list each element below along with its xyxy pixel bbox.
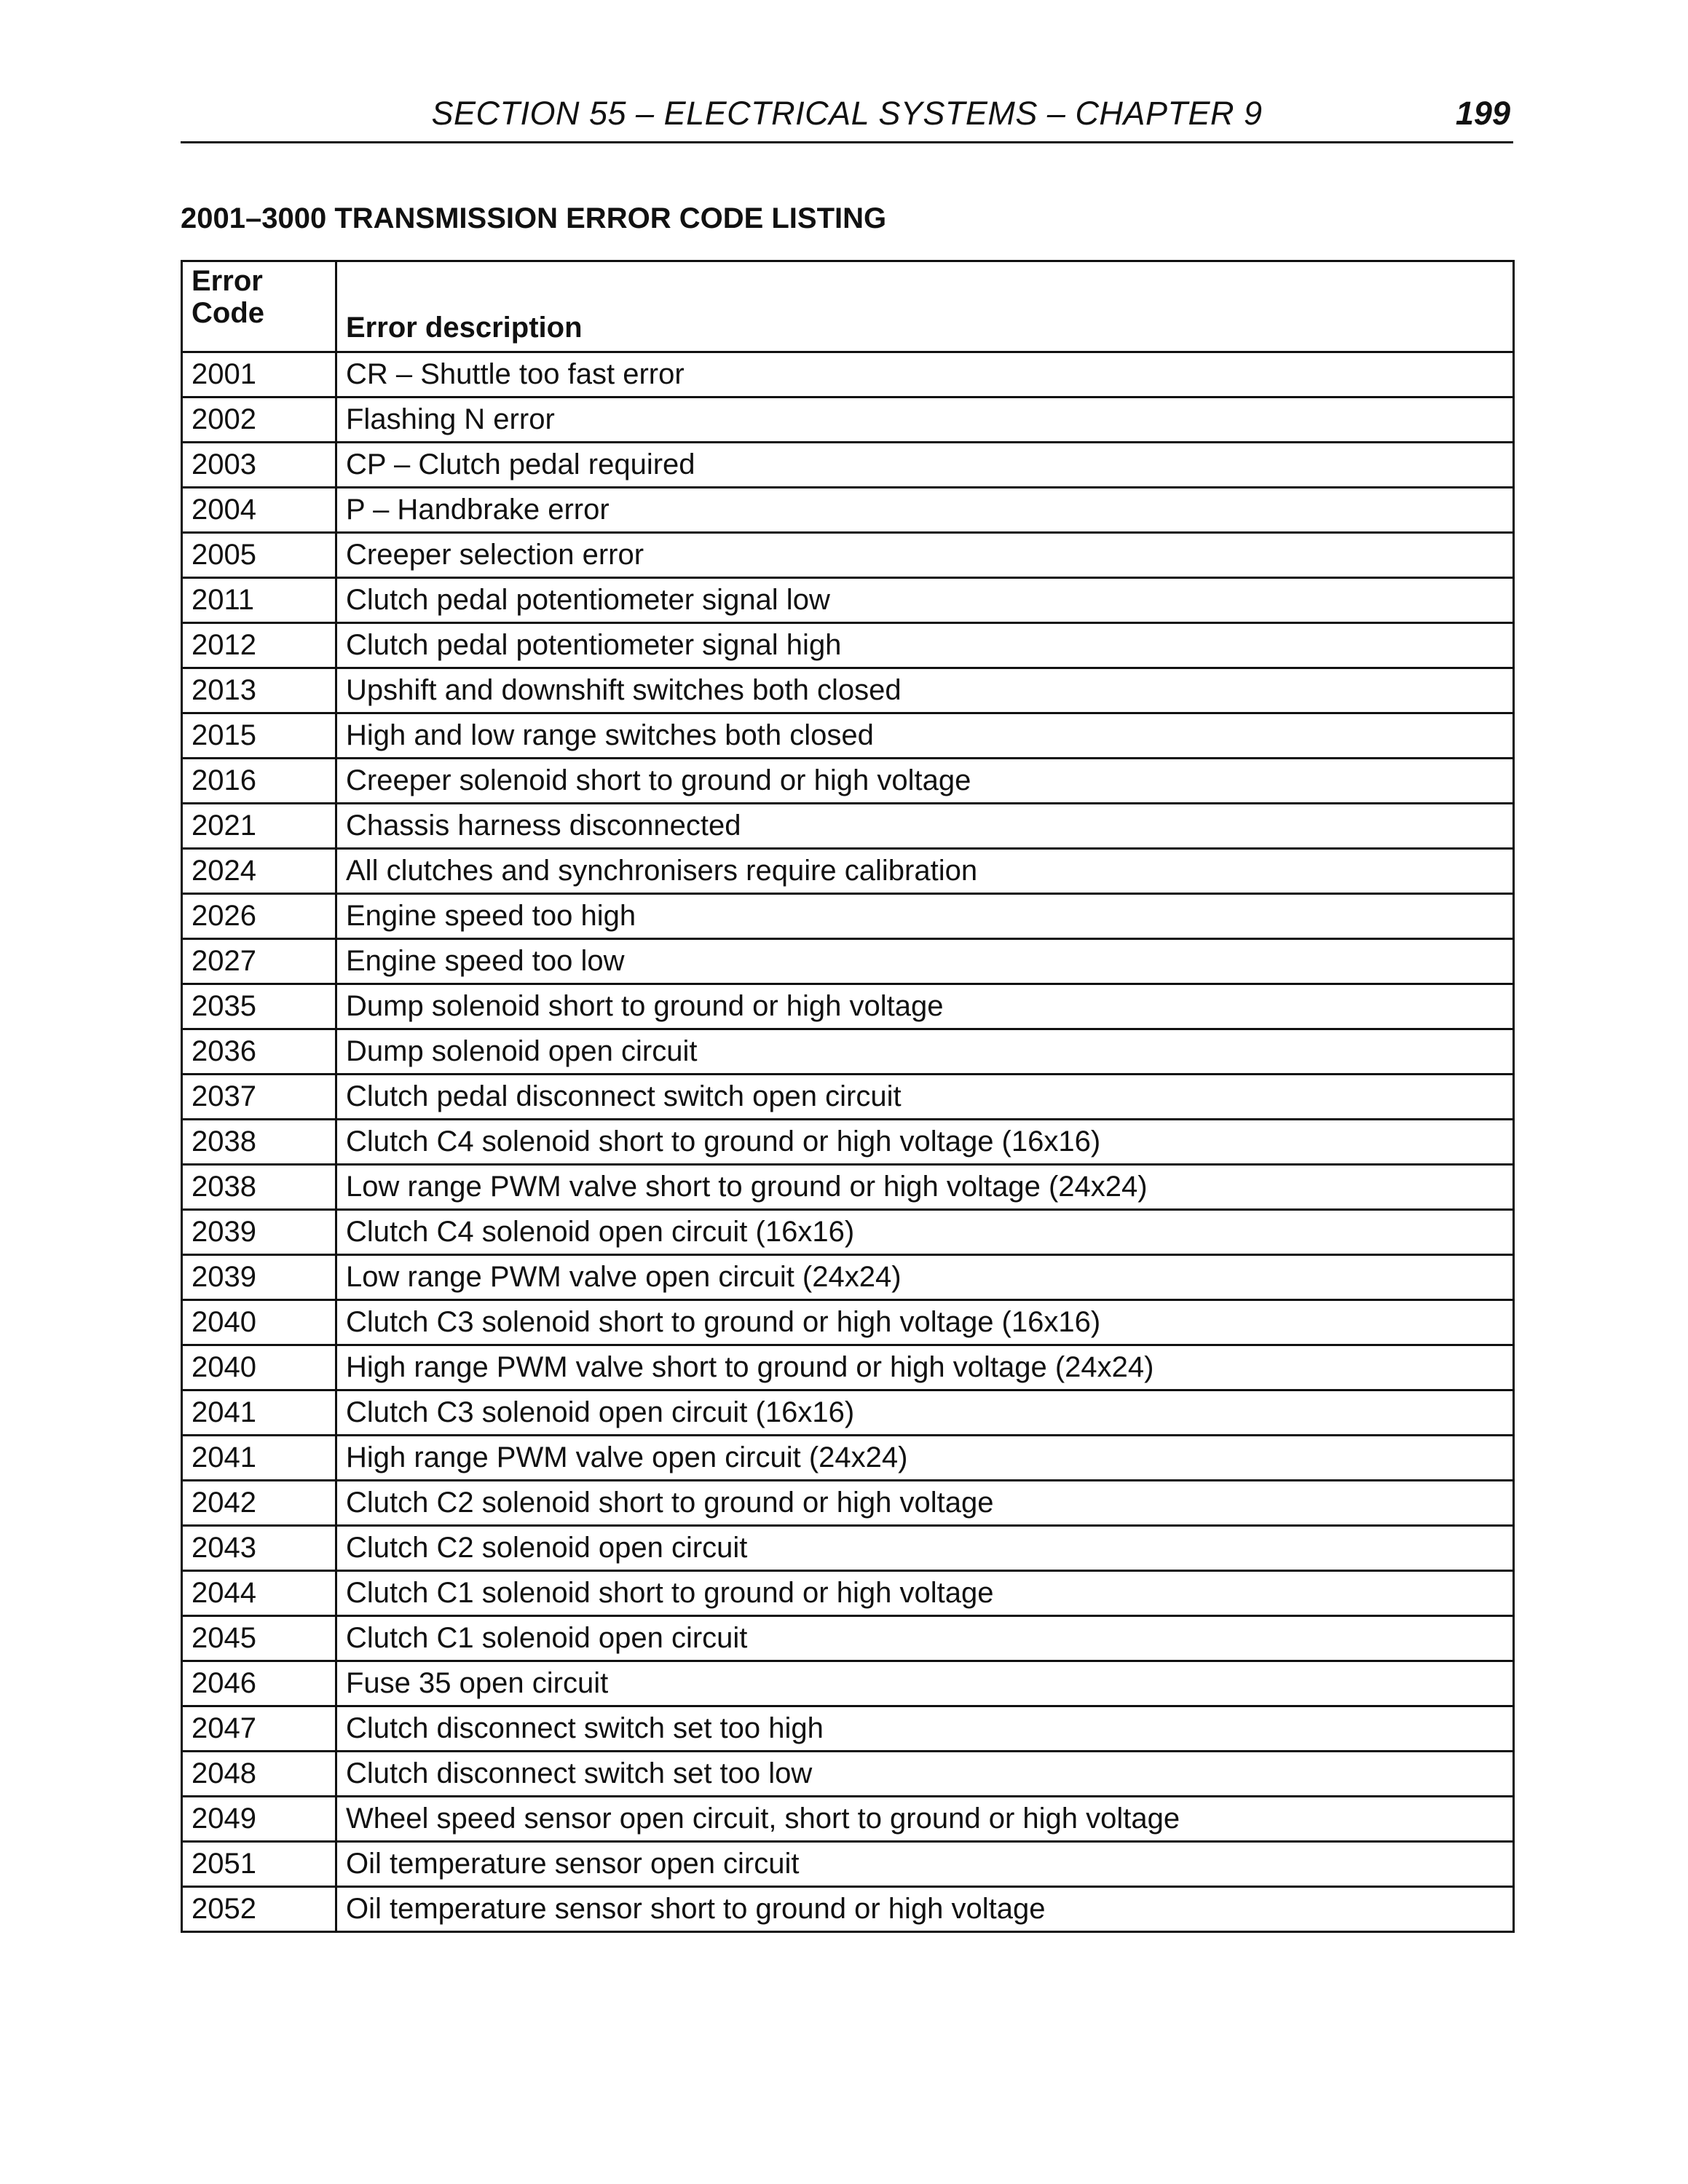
error-code-cell: 2046 <box>182 1661 336 1706</box>
error-code-cell: 2021 <box>182 804 336 849</box>
error-description-cell: CP – Clutch pedal required <box>336 443 1514 488</box>
table-row <box>182 1210 1514 1255</box>
error-description-cell: Clutch C1 solenoid short to ground or high voltage <box>336 1571 1514 1616</box>
error-code-cell: 2026 <box>182 894 336 939</box>
error-code-cell: 2024 <box>182 849 336 894</box>
table-row <box>182 849 1514 894</box>
table-row <box>182 1571 1514 1616</box>
error-description-cell: Clutch C4 solenoid open circuit (16x16) <box>336 1210 1514 1255</box>
column-header-error-description: Error description <box>336 261 1514 352</box>
table-row <box>182 1752 1514 1797</box>
error-code-cell: 2012 <box>182 623 336 668</box>
error-description-cell: Creeper selection error <box>336 533 1514 578</box>
error-description-cell: Clutch C3 solenoid open circuit (16x16) <box>336 1390 1514 1436</box>
error-code-cell: 2052 <box>182 1887 336 1932</box>
table-row <box>182 1390 1514 1436</box>
table-row <box>182 939 1514 984</box>
error-description-cell: CR – Shuttle too fast error <box>336 352 1514 397</box>
table-row <box>182 1481 1514 1526</box>
error-code-cell: 2002 <box>182 397 336 443</box>
error-description-cell: Oil temperature sensor open circuit <box>336 1842 1514 1887</box>
error-code-cell: 2005 <box>182 533 336 578</box>
error-description-cell: Clutch C2 solenoid short to ground or high voltage <box>336 1481 1514 1526</box>
error-description-cell: Clutch C2 solenoid open circuit <box>336 1526 1514 1571</box>
table-header-row <box>182 261 1514 352</box>
table-row <box>182 533 1514 578</box>
error-description-cell: Engine speed too low <box>336 939 1514 984</box>
table-row <box>182 1526 1514 1571</box>
error-code-cell: 2041 <box>182 1390 336 1436</box>
error-description-cell: Clutch C4 solenoid short to ground or high voltage (16x16) <box>336 1120 1514 1165</box>
column-header-code-line2: Code <box>192 297 264 329</box>
table-row <box>182 1706 1514 1752</box>
table-row <box>182 1616 1514 1661</box>
error-code-cell: 2037 <box>182 1075 336 1120</box>
table-row <box>182 759 1514 804</box>
error-description-cell: Dump solenoid short to ground or high voltage <box>336 984 1514 1029</box>
error-code-cell: 2040 <box>182 1345 336 1390</box>
error-description-cell: High and low range switches both closed <box>336 713 1514 759</box>
error-code-cell: 2040 <box>182 1300 336 1345</box>
error-code-cell: 2039 <box>182 1255 336 1300</box>
error-code-cell: 2051 <box>182 1842 336 1887</box>
error-description-cell: Flashing N error <box>336 397 1514 443</box>
error-code-cell: 2045 <box>182 1616 336 1661</box>
table-row <box>182 488 1514 533</box>
table-row <box>182 1075 1514 1120</box>
error-code-cell: 2027 <box>182 939 336 984</box>
column-header-code-line1: Error <box>192 265 263 297</box>
error-code-cell: 2047 <box>182 1706 336 1752</box>
error-code-cell: 2049 <box>182 1797 336 1842</box>
column-header-error-code <box>182 261 336 352</box>
table-row <box>182 1345 1514 1390</box>
page-number: 199 <box>1455 95 1510 132</box>
table-row <box>182 1797 1514 1842</box>
table-row <box>182 1887 1514 1932</box>
error-code-cell: 2048 <box>182 1752 336 1797</box>
table-row <box>182 1842 1514 1887</box>
page-header <box>181 89 1513 143</box>
error-description-cell: Clutch disconnect switch set too high <box>336 1706 1514 1752</box>
table-row <box>182 578 1514 623</box>
table-row <box>182 713 1514 759</box>
table-row <box>182 894 1514 939</box>
error-description-cell: Clutch C1 solenoid open circuit <box>336 1616 1514 1661</box>
error-description-cell: Low range PWM valve open circuit (24x24) <box>336 1255 1514 1300</box>
error-code-cell: 2011 <box>182 578 336 623</box>
error-description-cell: Clutch pedal potentiometer signal high <box>336 623 1514 668</box>
table-row <box>182 443 1514 488</box>
error-description-cell: Clutch pedal disconnect switch open circuit <box>336 1075 1514 1120</box>
error-code-cell: 2036 <box>182 1029 336 1075</box>
section-title: SECTION 55 – ELECTRICAL SYSTEMS – CHAPTER 9 <box>431 95 1263 132</box>
error-code-cell: 2015 <box>182 713 336 759</box>
error-description-cell: P – Handbrake error <box>336 488 1514 533</box>
error-code-cell: 2003 <box>182 443 336 488</box>
error-code-cell: 2016 <box>182 759 336 804</box>
error-code-cell: 2013 <box>182 668 336 713</box>
error-code-cell: 2041 <box>182 1436 336 1481</box>
error-description-cell: Clutch C3 solenoid short to ground or high voltage (16x16) <box>336 1300 1514 1345</box>
table-row <box>182 352 1514 397</box>
table-row <box>182 1661 1514 1706</box>
error-code-cell: 2042 <box>182 1481 336 1526</box>
table-title: 2001–3000 TRANSMISSION ERROR CODE LISTING <box>181 202 887 234</box>
error-description-cell: Low range PWM valve short to ground or high voltage (24x24) <box>336 1165 1514 1210</box>
error-code-cell: 2004 <box>182 488 336 533</box>
table-row <box>182 623 1514 668</box>
error-code-cell: 2035 <box>182 984 336 1029</box>
error-description-cell: Upshift and downshift switches both closed <box>336 668 1514 713</box>
error-description-cell: Engine speed too high <box>336 894 1514 939</box>
error-code-cell: 2039 <box>182 1210 336 1255</box>
error-description-cell: Clutch pedal potentiometer signal low <box>336 578 1514 623</box>
error-code-cell: 2044 <box>182 1571 336 1616</box>
error-code-cell: 2043 <box>182 1526 336 1571</box>
table-row <box>182 668 1514 713</box>
error-description-cell: High range PWM valve open circuit (24x24) <box>336 1436 1514 1481</box>
error-code-table <box>181 260 1515 1933</box>
error-description-cell: All clutches and synchronisers require calibration <box>336 849 1514 894</box>
error-description-cell: Dump solenoid open circuit <box>336 1029 1514 1075</box>
error-code-cell: 2001 <box>182 352 336 397</box>
error-code-cell: 2038 <box>182 1165 336 1210</box>
error-description-cell: Oil temperature sensor short to ground or high voltage <box>336 1887 1514 1932</box>
error-code-cell: 2038 <box>182 1120 336 1165</box>
error-description-cell: Fuse 35 open circuit <box>336 1661 1514 1706</box>
error-description-cell: Wheel speed sensor open circuit, short to ground or high voltage <box>336 1797 1514 1842</box>
table-row <box>182 397 1514 443</box>
table-row <box>182 1436 1514 1481</box>
error-description-cell: Chassis harness disconnected <box>336 804 1514 849</box>
table-row <box>182 804 1514 849</box>
table-row <box>182 1165 1514 1210</box>
table-row <box>182 1120 1514 1165</box>
error-description-cell: Clutch disconnect switch set too low <box>336 1752 1514 1797</box>
table-row <box>182 984 1514 1029</box>
table-row <box>182 1029 1514 1075</box>
table-row <box>182 1300 1514 1345</box>
error-description-cell: Creeper solenoid short to ground or high voltage <box>336 759 1514 804</box>
error-description-cell: High range PWM valve short to ground or high voltage (24x24) <box>336 1345 1514 1390</box>
table-row <box>182 1255 1514 1300</box>
